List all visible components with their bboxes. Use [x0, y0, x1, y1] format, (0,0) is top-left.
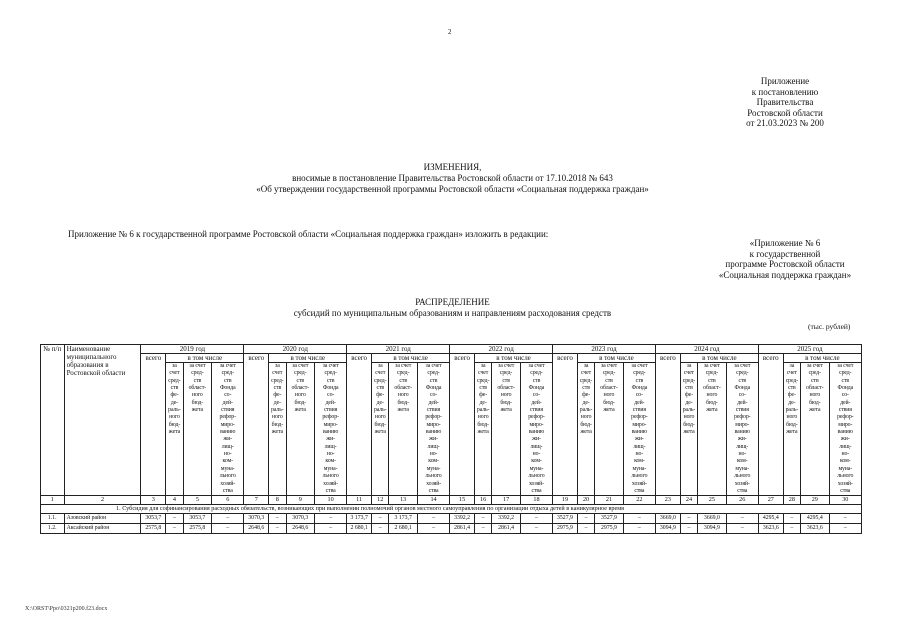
including-header: в том числе: [577, 354, 655, 363]
year-header: 2019 год: [141, 345, 244, 354]
table-cell: 3527,9: [595, 514, 624, 524]
column-number: 17: [492, 496, 521, 505]
column-number: 20: [577, 496, 594, 505]
total-header: всего: [553, 354, 578, 496]
municipality-name: Аксайский район: [64, 524, 141, 534]
year-header: 2021 год: [347, 345, 450, 354]
year-header: 2023 год: [553, 345, 656, 354]
federal-budget-header: за счет сред- ств фе- де- раль- ного бюд- жета: [372, 363, 389, 496]
housing-fund-header: за счет сред- ств Фонда со- дей- ствия рефор- миро- ванию жи- лищ- но- ком- муна- льного хозяй- ства: [212, 363, 244, 496]
column-number: 3: [141, 496, 166, 505]
column-number: 9: [286, 496, 315, 505]
approval-line: Правительства: [756, 97, 814, 107]
table-cell: 2 680,1: [389, 524, 418, 534]
column-number: 29: [801, 496, 830, 505]
table-cell: 3669,0: [698, 514, 727, 524]
including-header: в том числе: [783, 354, 861, 363]
table-cell: –: [577, 524, 594, 534]
section-title: 1. Субсидия для софинансирования расходных обязательств, возникающих при выполнении полномочий органов местного самоуправления по организации отдыха детей в каникулярное время: [41, 505, 862, 514]
appendix-line: «Приложение № 6: [749, 238, 821, 248]
distribution-subtitle: субсидий по муниципальным образованиям и направлениям расходования средств: [293, 308, 612, 318]
column-number: 1: [41, 496, 65, 505]
table-cell: –: [726, 514, 758, 524]
federal-budget-header: за счет сред- ств фе- де- раль- ного бюд- жета: [474, 363, 491, 496]
header-row-years: [41, 345, 862, 354]
housing-fund-header: за счет сред- ств Фонда со- дей- ствия рефор- миро- ванию жи- лищ- но- ком- муна- льного хозяй- ства: [417, 363, 449, 496]
housing-fund-header: за счет сред- ств Фонда со- дей- ствия рефор- миро- ванию жи- лищ- но- ком- муна- льного хозяй- ства: [623, 363, 655, 496]
column-number: 4: [166, 496, 183, 505]
column-number: 15: [450, 496, 475, 505]
table-cell: –: [417, 524, 449, 534]
table-cell: 3070,3: [286, 514, 315, 524]
regional-budget-header: за счет сред- ств област- ного бюд- жета: [183, 363, 212, 496]
col-name-header: Наименование муниципального образования в Ростовской области: [64, 345, 141, 496]
column-number: 25: [698, 496, 727, 505]
housing-fund-header: за счет сред- ств Фонда со- дей- ствия рефор- миро- ванию жи- лищ- но- ком- муна- льного хозяй- ства: [726, 363, 758, 496]
approval-block: [680, 76, 890, 129]
table-cell: 2648,6: [286, 524, 315, 534]
table-cell: 2648,6: [244, 524, 269, 534]
housing-fund-header: за счет сред- ств Фонда со- дей- ствия рефор- миро- ванию жи- лищ- но- ком- муна- льного хозяй- ства: [520, 363, 552, 496]
table-cell: –: [520, 514, 552, 524]
table-row: [41, 514, 862, 524]
total-header: всего: [450, 354, 475, 496]
table-cell: –: [315, 514, 347, 524]
distribution-title-block: [150, 297, 755, 319]
header-row-totals: [41, 354, 862, 363]
approval-line: от 21.03.2023 № 200: [746, 118, 824, 128]
table-cell: 2861,4: [492, 524, 521, 534]
table-cell: –: [474, 524, 491, 534]
table-cell: 2 680,1: [347, 524, 372, 534]
table-cell: 4295,4: [758, 514, 783, 524]
subtitle-line: «Об утверждении государственной программы Ростовской области «Социальная поддержка граждан»: [256, 184, 649, 194]
table-cell: –: [577, 514, 594, 524]
column-number: 27: [758, 496, 783, 505]
column-number: 22: [623, 496, 655, 505]
distribution-table: [40, 344, 862, 534]
federal-budget-header: за счет сред- ств фе- де- раль- ного бюд- жета: [577, 363, 594, 496]
housing-fund-header: за счет сред- ств Фонда со- дей- ствия рефор- миро- ванию жи- лищ- но- ком- муна- льного хозяй- ства: [315, 363, 347, 496]
approval-line: к постановлению: [751, 86, 819, 97]
total-header: всего: [244, 354, 269, 496]
table-cell: –: [680, 514, 697, 524]
column-number: 8: [269, 496, 286, 505]
housing-fund-header: за счет сред- ств Фонда со- дей- ствия рефор- миро- ванию жи- лищ- но- ком- муна- льного хозяй- ства: [829, 363, 861, 496]
table-cell: –: [680, 524, 697, 534]
document-title: ИЗМЕНЕНИЯ,: [423, 162, 482, 172]
table-cell: –: [474, 514, 491, 524]
table-cell: 3053,7: [141, 514, 166, 524]
federal-budget-header: за счет сред- ств фе- де- раль- ного бюд- жета: [166, 363, 183, 496]
table-cell: 3669,0: [655, 514, 680, 524]
table-cell: 3070,3: [244, 514, 269, 524]
table-cell: 3053,7: [183, 514, 212, 524]
regional-budget-header: за счет сред- ств област- ного бюд- жета: [595, 363, 624, 496]
table-cell: 3623,6: [758, 524, 783, 534]
approval-line: Ростовской области: [747, 107, 823, 118]
table-cell: 3392,2: [450, 514, 475, 524]
column-number: 11: [347, 496, 372, 505]
table-cell: 3392,2: [492, 514, 521, 524]
column-number: 13: [389, 496, 418, 505]
column-number: 23: [655, 496, 680, 505]
table-cell: –: [623, 514, 655, 524]
regional-budget-header: за счет сред- ств област- ного бюд- жета: [801, 363, 830, 496]
subtitle-line: вносимые в постановление Правительства Ростовской области от 17.10.2018 № 643: [292, 173, 613, 183]
including-header: в том числе: [680, 354, 758, 363]
table-cell: –: [166, 514, 183, 524]
federal-budget-header: за счет сред- ств фе- де- раль- ного бюд- жета: [269, 363, 286, 496]
regional-budget-header: за счет сред- ств област- ного бюд- жета: [492, 363, 521, 496]
column-number: 14: [417, 496, 449, 505]
distribution-table-wrapper: [40, 344, 862, 534]
table-cell: –: [417, 514, 449, 524]
table-cell: –: [623, 524, 655, 534]
table-cell: –: [269, 514, 286, 524]
table-cell: –: [783, 524, 800, 534]
column-number: 16: [474, 496, 491, 505]
appendix-reference: [680, 238, 890, 280]
column-number: 19: [553, 496, 578, 505]
table-cell: 3623,6: [801, 524, 830, 534]
column-number: 12: [372, 496, 389, 505]
table-cell: –: [212, 524, 244, 534]
table-cell: –: [166, 524, 183, 534]
table-cell: –: [520, 524, 552, 534]
column-number: 7: [244, 496, 269, 505]
table-cell: –: [783, 514, 800, 524]
federal-budget-header: за счет сред- ств фе- де- раль- ного бюд- жета: [783, 363, 800, 496]
year-header: 2022 год: [450, 345, 553, 354]
year-header: 2020 год: [244, 345, 347, 354]
table-cell: –: [726, 524, 758, 534]
table-cell: 3527,9: [553, 514, 578, 524]
total-header: всего: [347, 354, 372, 496]
column-number: 18: [520, 496, 552, 505]
including-header: в том числе: [474, 354, 552, 363]
table-cell: –: [315, 524, 347, 534]
changes-title-block: [150, 162, 755, 195]
regional-budget-header: за счет сред- ств област- ного бюд- жета: [698, 363, 727, 496]
units-label: (тыс. рублей): [808, 322, 851, 331]
year-header: 2024 год: [655, 345, 758, 354]
column-number: 10: [315, 496, 347, 505]
table-row: [41, 524, 862, 534]
col-number-header: № п/п: [41, 345, 65, 496]
table-cell: –: [372, 524, 389, 534]
column-number: 24: [680, 496, 697, 505]
row-number: 1.2.: [41, 524, 65, 534]
regional-budget-header: за счет сред- ств област- ного бюд- жета: [286, 363, 315, 496]
file-path-footer: X:\ORST\Ppo\0321p200.f23.docx: [25, 606, 108, 612]
table-cell: 3094,9: [655, 524, 680, 534]
table-cell: –: [829, 514, 861, 524]
intro-paragraph: Приложение № 6 к государственной программе Ростовской области «Социальная поддержка граждан» изложить в редакции:: [68, 229, 549, 239]
table-cell: 2575,8: [183, 524, 212, 534]
table-cell: 2975,9: [595, 524, 624, 534]
distribution-title: РАСПРЕДЕЛЕНИЕ: [415, 297, 490, 307]
table-cell: 2861,4: [450, 524, 475, 534]
federal-budget-header: за счет сред- ств фе- де- раль- ного бюд- жета: [680, 363, 697, 496]
column-number: 2: [64, 496, 141, 505]
row-number: 1.1.: [41, 514, 65, 524]
page-number: 2: [448, 28, 452, 36]
table-cell: –: [269, 524, 286, 534]
municipality-name: Азовский район: [64, 514, 141, 524]
table-cell: 4295,4: [801, 514, 830, 524]
column-number: 26: [726, 496, 758, 505]
table-cell: 2575,8: [141, 524, 166, 534]
column-number: 5: [183, 496, 212, 505]
table-cell: 3094,9: [698, 524, 727, 534]
table-cell: –: [829, 524, 861, 534]
year-header: 2025 год: [758, 345, 861, 354]
including-header: в том числе: [166, 354, 244, 363]
table-cell: 2975,9: [553, 524, 578, 534]
column-number: 6: [212, 496, 244, 505]
total-header: всего: [141, 354, 166, 496]
approval-line: Приложение: [760, 76, 810, 86]
total-header: всего: [655, 354, 680, 496]
appendix-line: к государственной: [749, 248, 821, 259]
regional-budget-header: за счет сред- ств област- ного бюд- жета: [389, 363, 418, 496]
including-header: в том числе: [372, 354, 450, 363]
column-number: 28: [783, 496, 800, 505]
table-cell: 3 173,7: [347, 514, 372, 524]
column-number: 21: [595, 496, 624, 505]
table-cell: –: [212, 514, 244, 524]
table-cell: 3 173,7: [389, 514, 418, 524]
appendix-line: «Социальная поддержка граждан»: [718, 269, 852, 280]
appendix-line: программе Ростовской области: [725, 259, 845, 269]
including-header: в том числе: [269, 354, 347, 363]
table-cell: –: [372, 514, 389, 524]
section-row: [41, 505, 862, 514]
column-numbers-row: [41, 496, 862, 505]
total-header: всего: [758, 354, 783, 496]
column-number: 30: [829, 496, 861, 505]
